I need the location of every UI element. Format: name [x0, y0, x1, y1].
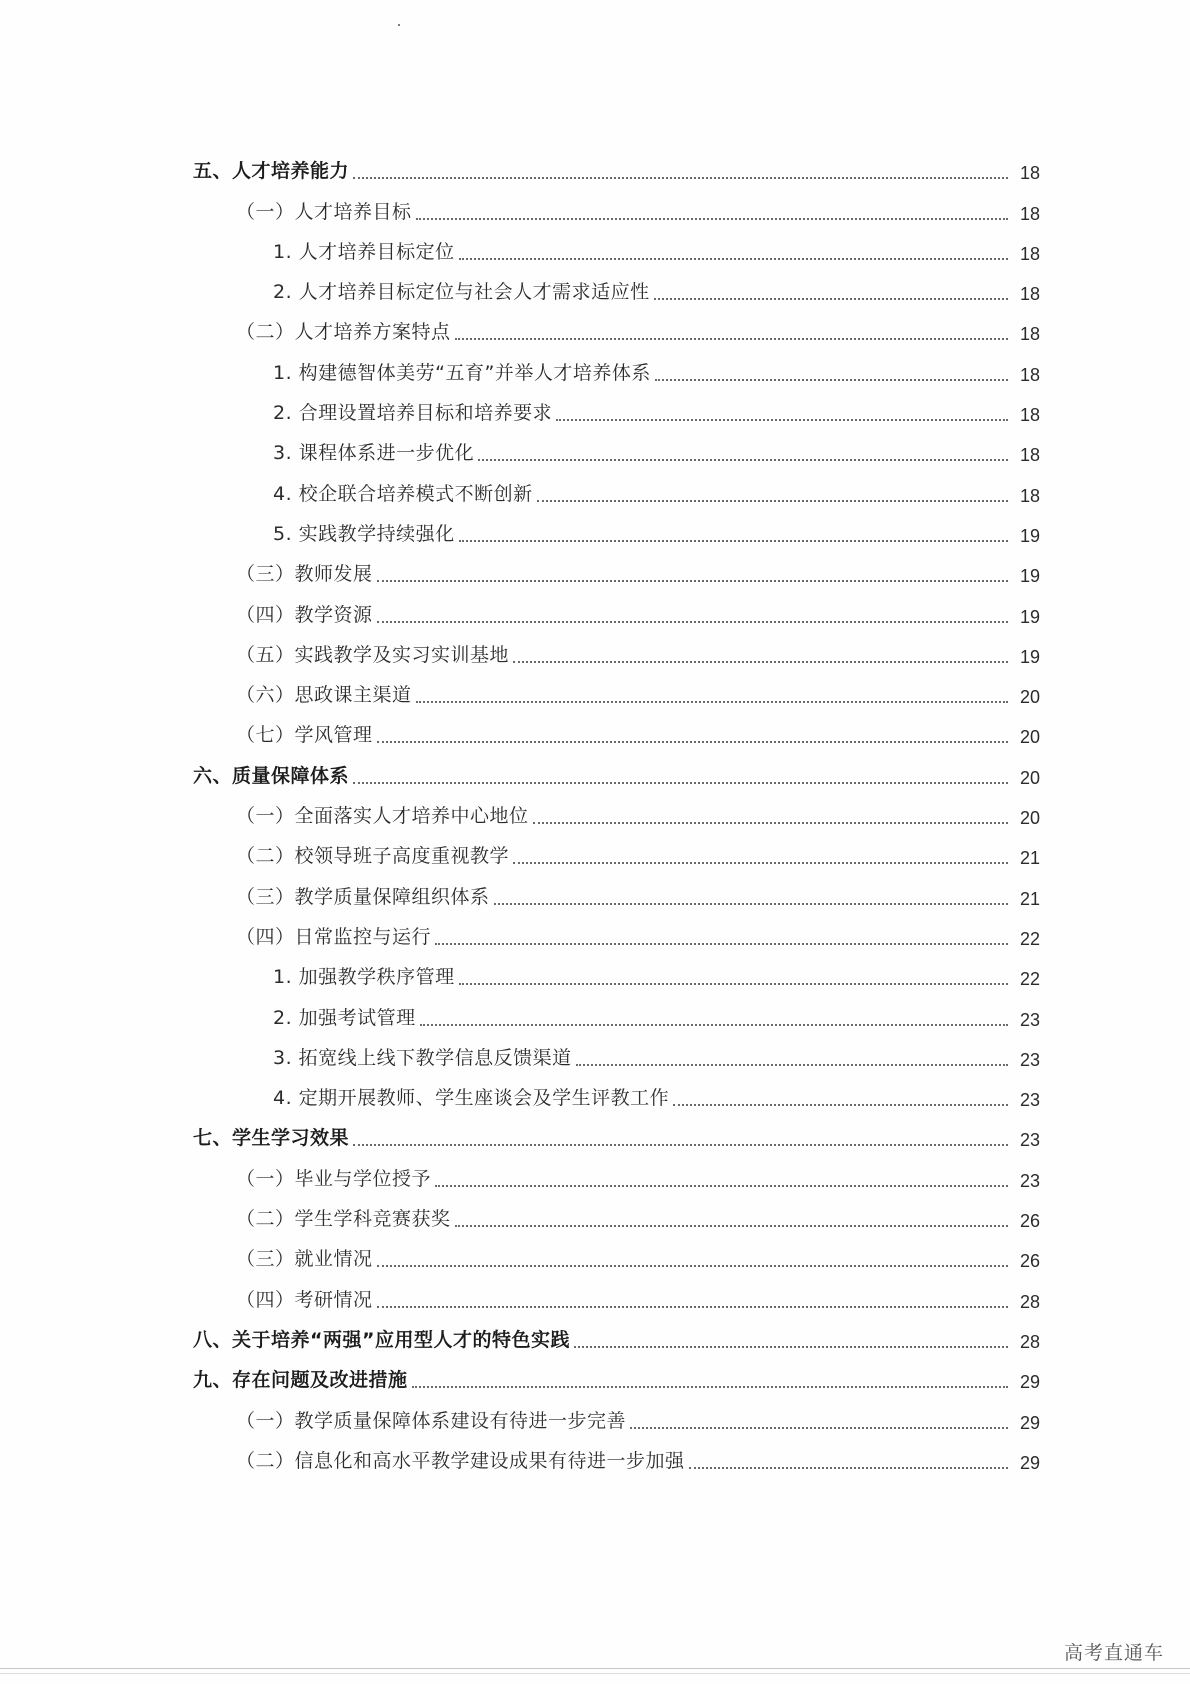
- footer-rule: [0, 1668, 1190, 1669]
- toc-entry-title: （一）全面落实人才培养中心地位: [236, 805, 529, 828]
- toc-entry[interactable]: [0, 711, 1190, 751]
- toc-page-number: 26: [1019, 1251, 1040, 1272]
- toc-entry-title: （二）信息化和高水平教学建设成果有待进一步加强: [236, 1449, 685, 1472]
- toc-entry-title: 2. 人才培养目标定位与社会人才需求适应性: [273, 281, 650, 304]
- toc-entry[interactable]: [0, 631, 1190, 671]
- toc-entry-title: 4. 校企联合培养模式不断创新: [273, 482, 533, 505]
- toc-entry[interactable]: [0, 228, 1190, 268]
- toc-entry-title: （二）人才培养方案特点: [236, 321, 451, 344]
- toc-entry-title: （四）教学资源: [236, 603, 373, 626]
- toc-dot-leader: [435, 1183, 1008, 1187]
- toc-dot-leader: [377, 619, 1008, 623]
- toc-page-number: 20: [1019, 727, 1040, 748]
- toc-entry[interactable]: [0, 1074, 1190, 1114]
- toc-page-number: 18: [1019, 284, 1040, 305]
- toc-entry[interactable]: [0, 1195, 1190, 1235]
- toc-entry[interactable]: [0, 993, 1190, 1033]
- table-of-contents: [0, 147, 1190, 1477]
- toc-entry[interactable]: [0, 590, 1190, 630]
- toc-page-number: 23: [1019, 1009, 1040, 1030]
- toc-dot-leader: [478, 457, 1008, 461]
- toc-dot-leader: [416, 699, 1008, 703]
- toc-dot-leader: [556, 417, 1008, 421]
- toc-entry[interactable]: [0, 550, 1190, 590]
- toc-entry-title: 1. 人才培养目标定位: [273, 240, 455, 263]
- toc-page-number: 21: [1019, 848, 1040, 869]
- toc-dot-leader: [673, 1102, 1008, 1106]
- toc-dot-leader: [455, 336, 1008, 340]
- toc-page-number: 18: [1019, 445, 1040, 466]
- toc-page-number: 18: [1019, 163, 1040, 184]
- toc-page-number: 21: [1019, 888, 1040, 909]
- toc-page-number: 28: [1019, 1331, 1040, 1352]
- toc-entry[interactable]: [0, 1154, 1190, 1194]
- toc-entry[interactable]: [0, 268, 1190, 308]
- toc-entry[interactable]: [0, 953, 1190, 993]
- toc-page-number: 18: [1019, 405, 1040, 426]
- toc-entry[interactable]: [0, 1437, 1190, 1477]
- scan-speck: [398, 24, 400, 26]
- toc-dot-leader: [435, 941, 1008, 945]
- toc-page-number: 20: [1019, 687, 1040, 708]
- toc-dot-leader: [459, 981, 1008, 985]
- toc-dot-leader: [353, 780, 1008, 784]
- footer-rule-secondary: [0, 1673, 1190, 1674]
- toc-dot-leader: [574, 1344, 1008, 1348]
- toc-page-number: 18: [1019, 485, 1040, 506]
- toc-entry[interactable]: [0, 913, 1190, 953]
- toc-page-number: 29: [1019, 1452, 1040, 1473]
- toc-page-number: 18: [1019, 203, 1040, 224]
- toc-page-number: 23: [1019, 1090, 1040, 1111]
- toc-entry[interactable]: [0, 671, 1190, 711]
- toc-dot-leader: [420, 1022, 1008, 1026]
- footer-brand-watermark: 高考直通车: [1063, 1642, 1164, 1664]
- toc-entry[interactable]: [0, 1356, 1190, 1396]
- toc-page-number: 28: [1019, 1291, 1040, 1312]
- toc-entry[interactable]: [0, 187, 1190, 227]
- toc-entry-title: 七、学生学习效果: [193, 1127, 350, 1150]
- toc-entry[interactable]: [0, 1316, 1190, 1356]
- toc-entry[interactable]: [0, 751, 1190, 791]
- toc-entry-title: 4. 定期开展教师、学生座谈会及学生评教工作: [273, 1087, 670, 1110]
- toc-dot-leader: [655, 377, 1008, 381]
- toc-dot-leader: [689, 1465, 1008, 1469]
- toc-page-number: 22: [1019, 928, 1040, 949]
- toc-page-number: 19: [1019, 606, 1040, 627]
- toc-entry-title: （七）学风管理: [236, 724, 373, 747]
- toc-entry[interactable]: [0, 1275, 1190, 1315]
- toc-entry-title: （六）思政课主渠道: [236, 684, 412, 707]
- toc-entry[interactable]: [0, 147, 1190, 187]
- toc-page-number: 19: [1019, 566, 1040, 587]
- toc-dot-leader: [353, 1142, 1008, 1146]
- toc-entry-title: （五）实践教学及实习实训基地: [236, 643, 510, 666]
- toc-entry-title: （二）学生学科竞赛获奖: [236, 1208, 451, 1231]
- toc-entry-title: （二）校领导班子高度重视教学: [236, 845, 510, 868]
- toc-entry-title: 八、关于培养“两强”应用型人才的特色实践: [193, 1328, 570, 1351]
- toc-entry[interactable]: [0, 832, 1190, 872]
- toc-page-number: 23: [1019, 1049, 1040, 1070]
- toc-entry[interactable]: [0, 1114, 1190, 1154]
- toc-entry-title: 五、人才培养能力: [193, 160, 350, 183]
- toc-entry-title: （三）教学质量保障组织体系: [236, 885, 490, 908]
- toc-entry-title: 1. 加强教学秩序管理: [273, 966, 455, 989]
- toc-page-number: 18: [1019, 243, 1040, 264]
- toc-entry[interactable]: [0, 1396, 1190, 1436]
- toc-entry[interactable]: [0, 308, 1190, 348]
- toc-entry[interactable]: [0, 469, 1190, 509]
- toc-dot-leader: [533, 820, 1008, 824]
- toc-dot-leader: [412, 1384, 1008, 1388]
- toc-dot-leader: [630, 1425, 1008, 1429]
- toc-entry-title: 2. 合理设置培养目标和培养要求: [273, 402, 553, 425]
- toc-page-number: 20: [1019, 767, 1040, 788]
- toc-entry[interactable]: [0, 1034, 1190, 1074]
- toc-entry-title: （一）毕业与学位授予: [236, 1167, 432, 1190]
- toc-entry[interactable]: [0, 389, 1190, 429]
- toc-page-number: 18: [1019, 364, 1040, 385]
- toc-entry-title: （三）教师发展: [236, 563, 373, 586]
- toc-dot-leader: [654, 296, 1008, 300]
- toc-dot-leader: [377, 739, 1008, 743]
- toc-entry-title: 1. 构建德智体美劳“五育”并举人才培养体系: [273, 361, 651, 384]
- toc-entry-title: 九、存在问题及改进措施: [193, 1369, 408, 1392]
- toc-page-number: 26: [1019, 1211, 1040, 1232]
- toc-dot-leader: [494, 901, 1008, 905]
- toc-dot-leader: [576, 1062, 1008, 1066]
- toc-entry-title: 3. 拓宽线上线下教学信息反馈渠道: [273, 1046, 572, 1069]
- toc-entry[interactable]: [0, 1235, 1190, 1275]
- toc-entry[interactable]: [0, 510, 1190, 550]
- toc-entry-title: 3. 课程体系进一步优化: [273, 442, 475, 465]
- toc-entry-title: （一）教学质量保障体系建设有待进一步完善: [236, 1409, 627, 1432]
- toc-dot-leader: [513, 659, 1008, 663]
- toc-entry-title: （四）考研情况: [236, 1288, 373, 1311]
- toc-entry-title: （三）就业情况: [236, 1248, 373, 1271]
- toc-page-number: 23: [1019, 1130, 1040, 1151]
- toc-dot-leader: [377, 1304, 1008, 1308]
- toc-dot-leader: [459, 256, 1008, 260]
- toc-dot-leader: [459, 538, 1008, 542]
- toc-page-number: 22: [1019, 969, 1040, 990]
- toc-page-number: 19: [1019, 525, 1040, 546]
- toc-entry-title: 5. 实践教学持续强化: [273, 522, 455, 545]
- toc-entry-title: （一）人才培养目标: [236, 200, 412, 223]
- toc-dot-leader: [416, 216, 1008, 220]
- toc-dot-leader: [377, 1263, 1008, 1267]
- toc-entry[interactable]: [0, 792, 1190, 832]
- toc-page-number: 18: [1019, 324, 1040, 345]
- toc-entry[interactable]: [0, 348, 1190, 388]
- toc-dot-leader: [537, 498, 1008, 502]
- toc-page-number: 20: [1019, 808, 1040, 829]
- toc-dot-leader: [377, 578, 1008, 582]
- toc-entry-title: （四）日常监控与运行: [236, 925, 432, 948]
- toc-entry[interactable]: [0, 872, 1190, 912]
- toc-dot-leader: [513, 860, 1008, 864]
- toc-page-number: 23: [1019, 1170, 1040, 1191]
- toc-page-number: 29: [1019, 1372, 1040, 1393]
- toc-page-number: 19: [1019, 646, 1040, 667]
- toc-entry[interactable]: [0, 429, 1190, 469]
- toc-entry-title: 2. 加强考试管理: [273, 1006, 416, 1029]
- toc-entry-title: 六、质量保障体系: [193, 764, 350, 787]
- toc-page-number: 29: [1019, 1412, 1040, 1433]
- toc-dot-leader: [353, 175, 1008, 179]
- toc-dot-leader: [455, 1223, 1008, 1227]
